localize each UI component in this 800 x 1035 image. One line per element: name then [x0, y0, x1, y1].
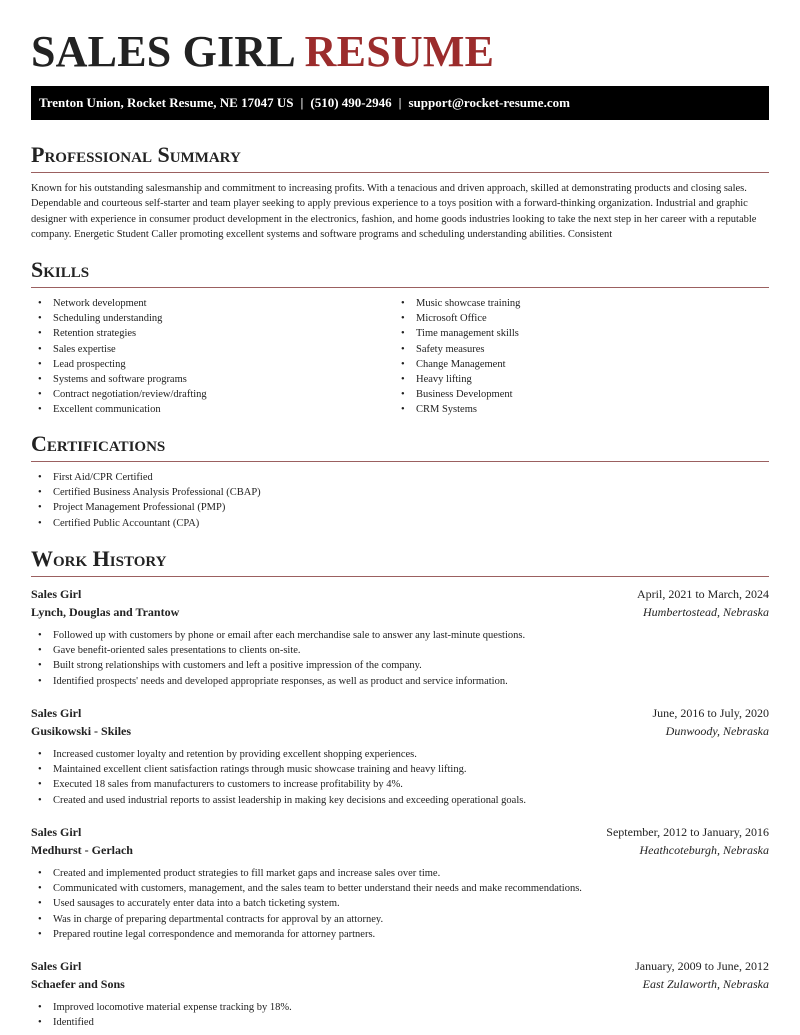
list-item: • First Aid/CPR Certified [31, 470, 261, 485]
list-item: • Improved locomotive material expense tracking by 18%. [31, 1000, 292, 1015]
job-company-row [31, 841, 769, 859]
job-title: Sales Girl [31, 706, 82, 720]
job-dates: September, 2012 to January, 2016 [606, 825, 769, 839]
list-item: • Network development [31, 296, 207, 311]
contact-separator: | [398, 95, 402, 110]
list-item: • Prepared routine legal correspondence and memoranda for attorney partners. [31, 927, 582, 942]
job-company: Medhurst - Gerlach [31, 843, 133, 857]
job-dates: January, 2009 to June, 2012 [635, 959, 769, 973]
list-item: • Identified [31, 1015, 292, 1030]
list-item: • Excellent communication [31, 402, 207, 417]
list-item: • Project Management Professional (PMP) [31, 500, 261, 515]
list-item: • Executed 18 sales from manufacturers to customers to increase profitability by 4%. [31, 777, 526, 792]
summary-divider [31, 172, 769, 173]
job-company-row [31, 722, 769, 740]
list-item: • Certified Business Analysis Professional (CBAP) [31, 485, 261, 500]
list-item: • Certified Public Accountant (CPA) [31, 516, 261, 531]
list-item: • Change Management [394, 357, 520, 372]
list-item: • Used sausages to accurately enter data into a batch ticketing system. [31, 896, 582, 911]
list-item: • Time management skills [394, 326, 520, 341]
job-company: Schaefer and Sons [31, 977, 125, 991]
skills-divider [31, 287, 769, 288]
job-location: Dunwoody, Nebraska [665, 724, 769, 738]
job-location: East Zulaworth, Nebraska [642, 977, 769, 991]
list-item: • Communicated with customers, management, and the sales team to better understand their needs and make recommendations. [31, 881, 582, 896]
certifications-list [31, 470, 261, 531]
job-location: Humbertostead, Nebraska [643, 605, 769, 619]
list-item: • Scheduling understanding [31, 311, 207, 326]
job-title: Sales Girl [31, 959, 82, 973]
job-duties-list [31, 1000, 292, 1030]
job-company-row [31, 603, 769, 621]
title-accent: RESUME [304, 27, 495, 76]
list-item: • Contract negotiation/review/drafting [31, 387, 207, 402]
title-main: SALES GIRL [31, 27, 294, 76]
work-divider [31, 576, 769, 577]
skills-heading: Skills [31, 257, 90, 282]
list-item: • Created and implemented product strategies to fill market gaps and increase sales over time. [31, 866, 582, 881]
job-company-row [31, 975, 769, 993]
job-title: Sales Girl [31, 825, 82, 839]
contact-separator: | [300, 95, 304, 110]
list-item: • Systems and software programs [31, 372, 207, 387]
list-item: • Identified prospects' needs and developed appropriate responses, as well as product and service information. [31, 674, 525, 689]
summary-heading: Professional Summary [31, 142, 241, 167]
list-item: • Business Development [394, 387, 520, 402]
list-item: • Gave benefit-oriented sales presentations to clients on-site. [31, 643, 525, 658]
job-title-row [31, 823, 769, 841]
job-company: Gusikowski - Skiles [31, 724, 132, 738]
list-item: • Lead prospecting [31, 357, 207, 372]
contact-email[interactable]: support@rocket-resume.com [408, 95, 570, 110]
list-item: • Followed up with customers by phone or email after each merchandise sale to answer any last-minute questions. [31, 628, 525, 643]
list-item: • Music showcase training [394, 296, 520, 311]
list-item: • Maintained excellent client satisfaction ratings through music showcase training and heavy lifting. [31, 762, 526, 777]
job-dates: June, 2016 to July, 2020 [652, 706, 769, 720]
list-item: • Sales expertise [31, 342, 207, 357]
list-item: • Was in charge of preparing departmental contracts for approval by an attorney. [31, 912, 582, 927]
list-item: • Built strong relationships with customers and left a positive impression of the company. [31, 658, 525, 673]
contact-phone: (510) 490-2946 [310, 95, 392, 110]
list-item: • Retention strategies [31, 326, 207, 341]
job-title-row [31, 585, 769, 603]
list-item: • Created and used industrial reports to assist leadership in making key decisions and exceeding operational goals. [31, 793, 526, 808]
job-duties-list [31, 866, 582, 942]
job-company: Lynch, Douglas and Trantow [31, 605, 180, 619]
skills-list-left [31, 296, 207, 418]
work-heading: Work History [31, 546, 167, 571]
list-item: • Safety measures [394, 342, 520, 357]
certifications-heading: Certifications [31, 431, 166, 456]
list-item: • Increased customer loyalty and retention by providing excellent shopping experiences. [31, 747, 526, 762]
contact-address: Trenton Union, Rocket Resume, NE 17047 US [39, 95, 294, 110]
contact-bar [31, 86, 769, 120]
job-location: Heathcoteburgh, Nebraska [639, 843, 769, 857]
job-title-row [31, 704, 769, 722]
list-item: • CRM Systems [394, 402, 520, 417]
job-title-row [31, 957, 769, 975]
list-item: • Microsoft Office [394, 311, 520, 326]
resume-title [31, 28, 494, 76]
job-duties-list [31, 628, 525, 689]
list-item: • Heavy lifting [394, 372, 520, 387]
job-dates: April, 2021 to March, 2024 [637, 587, 769, 601]
summary-text: Known for his outstanding salesmanship and commitment to increasing profits. With a tenacious and driven approach, skilled at demonstrating products and closing sales. Dependable and courteous self-starter and team player seeking to apply previous experience to a toys position with a forward-thinking organization. Industrial and graphic designer with experience in consumer product development in the electronics, fashion, and home goods industries looking to take the next step in her career with a reputable company. Energetic Student Caller promoting excellent systems and software programs and scheduling understanding abilities. Consistent [31, 183, 757, 240]
job-title: Sales Girl [31, 587, 82, 601]
skills-list-right [394, 296, 520, 418]
job-duties-list [31, 747, 526, 808]
certifications-divider [31, 461, 769, 462]
